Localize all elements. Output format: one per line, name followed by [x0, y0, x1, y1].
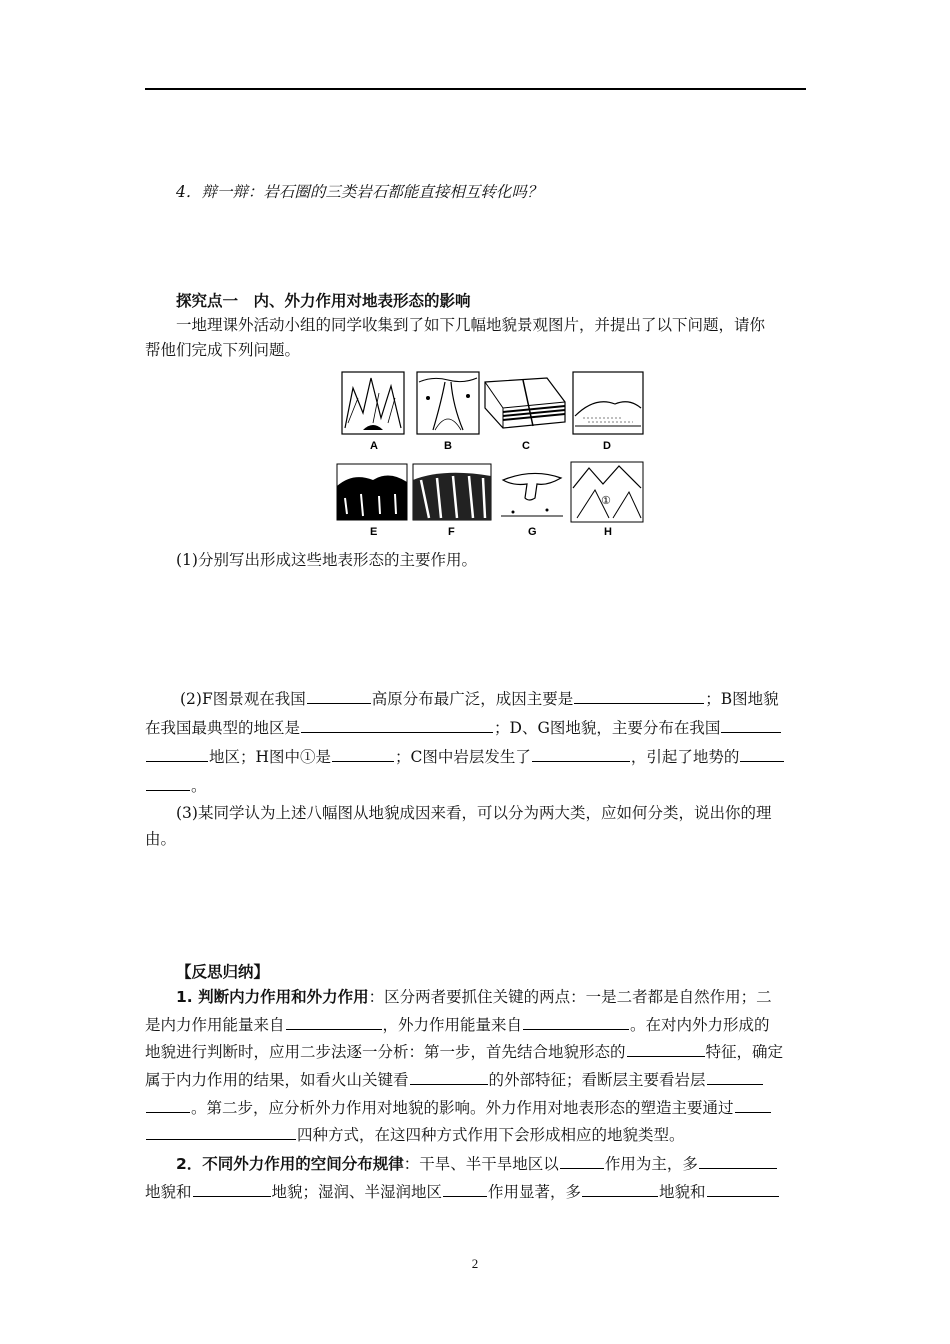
label-c: C [522, 440, 530, 452]
answer-blank[interactable] [707, 1068, 763, 1085]
answer-blank[interactable] [707, 1180, 779, 1197]
question-2-line-2: 在我国最典型的地区是 ；D、G图地貌，主要分布在我国 [145, 716, 810, 739]
answer-blank[interactable] [523, 1013, 629, 1030]
panel-h [571, 462, 643, 522]
answer-blank[interactable] [627, 1040, 705, 1057]
label-g: G [528, 526, 537, 538]
reflection-title: 【反思归纳】 [176, 963, 270, 981]
answer-blank[interactable] [735, 1096, 771, 1113]
answer-blank[interactable] [146, 1123, 296, 1140]
panel-e [337, 464, 407, 520]
reflection-p1-line-4: 属于内力作用的结果，如看火山关键看 的外部特征；看断层主要看岩层 [145, 1068, 810, 1091]
answer-blank[interactable] [286, 1013, 382, 1030]
question-2-line-3: 地区；H图中①是 ；C图中岩层发生了 ，引起了地势的 [145, 745, 810, 768]
reflection-p1-line-6: 四种方式，在这四种方式作用下会形成相应的地貌类型。 [145, 1123, 810, 1146]
intro-line-1: 一地理课外活动小组的同学收集到了如下几幅地貌景观图片，并提出了以下问题，请你 [176, 316, 766, 334]
header-rule [145, 88, 806, 90]
answer-blank[interactable] [582, 1180, 658, 1197]
panel-a [342, 372, 404, 434]
intro-line-2: 帮他们完成下列问题。 [145, 341, 301, 359]
reflection-p1-line-1: 1. 判断内力作用和外力作用：区分两者要抓住关键的两点：一是二者都是自然作用；二 [176, 988, 772, 1006]
question-4: 4．辩一辩：岩石圈的三类岩石都能直接相互转化吗？ [176, 183, 543, 201]
answer-blank[interactable] [410, 1068, 488, 1085]
answer-blank[interactable] [146, 1096, 190, 1113]
label-f: F [448, 526, 455, 538]
answer-blank[interactable] [699, 1152, 777, 1169]
question-1: (1)分别写出形成这些地表形态的主要作用。 [176, 551, 477, 569]
panel-d [573, 372, 643, 434]
label-e: E [370, 526, 378, 538]
reflection-p2-line-2: 地貌和 地貌；湿润、半湿润地区 作用显著，多 地貌和 [145, 1180, 810, 1203]
marker-1: ① [601, 494, 611, 507]
panel-g [499, 464, 565, 520]
answer-blank[interactable] [443, 1180, 487, 1197]
panel-f [413, 464, 491, 520]
answer-blank[interactable] [146, 774, 190, 791]
answer-blank[interactable] [532, 745, 630, 762]
panel-b [417, 372, 479, 434]
reflection-p1-line-2: 是内力作用能量来自 ，外力作用能量来自 。在对内外力形成的 [145, 1013, 810, 1036]
answer-blank[interactable] [560, 1152, 604, 1169]
question-2-line-4: 。 [145, 774, 810, 797]
reflection-p2-line-1: 2．不同外力作用的空间分布规律：干旱、半干旱地区以 作用为主，多 [176, 1152, 810, 1175]
reflection-p1-line-5: 。第二步，应分析外力作用对地貌的影响。外力作用对地表形态的塑造主要通过 [145, 1096, 810, 1119]
reflection-p1-line-3: 地貌进行判断时，应用二步法逐一分析：第一步，首先结合地貌形态的 特征，确定 [145, 1040, 810, 1063]
panel-c [485, 378, 565, 428]
question-2-line-1: (2)F图景观在我国 高原分布最广泛，成因主要是 ；B图地貌 [180, 687, 845, 710]
label-a: A [370, 440, 378, 452]
label-h: H [604, 526, 612, 538]
answer-blank[interactable] [740, 745, 784, 762]
answer-blank[interactable] [193, 1180, 271, 1197]
answer-blank[interactable] [301, 716, 493, 733]
label-b: B [444, 440, 452, 452]
answer-blank[interactable] [307, 687, 371, 704]
question-3-line-2: 由。 [145, 830, 177, 848]
question-3-line-1: (3)某同学认为上述八幅图从地貌成因来看，可以分为两大类，应如何分类，说出你的理 [176, 804, 772, 822]
label-d: D [603, 440, 611, 452]
page-number: 2 [471, 1256, 479, 1271]
landform-figure [333, 368, 653, 540]
answer-blank[interactable] [146, 745, 208, 762]
answer-blank[interactable] [574, 687, 704, 704]
answer-blank[interactable] [332, 745, 394, 762]
section-title: 探究点一 内、外力作用对地表形态的影响 [176, 292, 471, 310]
answer-blank[interactable] [721, 716, 781, 733]
